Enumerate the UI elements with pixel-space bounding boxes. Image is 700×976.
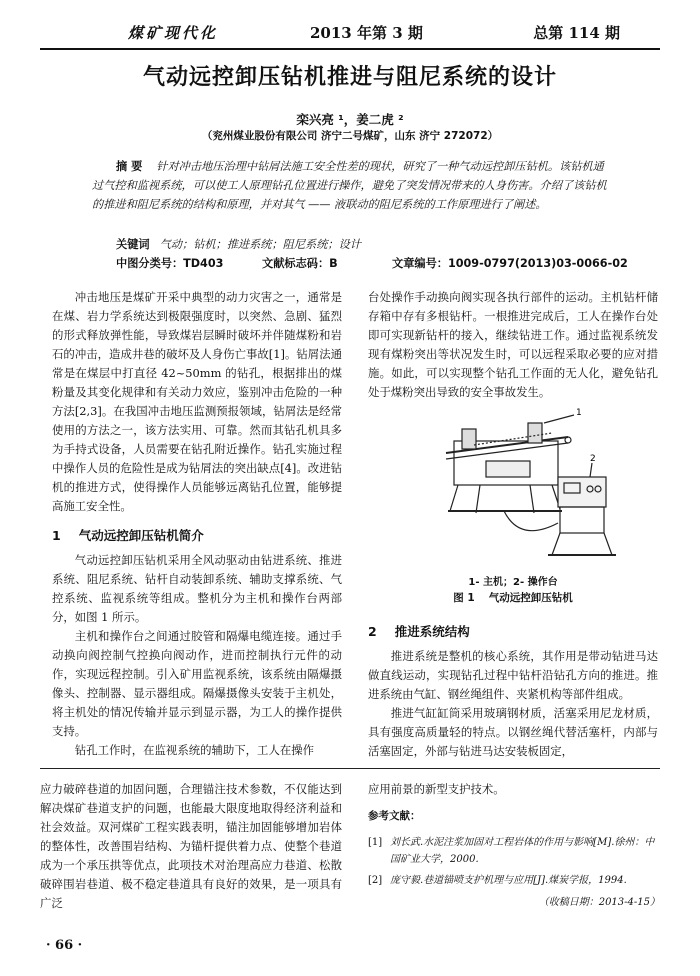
right-column — [368, 288, 658, 402]
received-date: （收稿日期：2013-4-15） — [538, 897, 660, 908]
section-1-paragraph-2: 主机和操作台之间通过胶管和隔爆电缆连接。通过手动换向阀控制气控换向阀动作，进而控制执行元件的动作，实现远程控制。引入矿用监视系统，该系统由隔爆摄像头、控制器、显示器组成。隔爆摄像头安装于主机处，将主机处的情况传输并显示到显示器，为工人的操作提供支持。 — [52, 629, 342, 738]
reference-text: 刘长武.水泥注浆加固对工程岩体的作用与影响[M].徐州：中国矿业大学，2000. — [390, 837, 655, 865]
section-2-paragraph-1: 推进系统是整机的核心系统，其作用是带动钻进马达做直线运动，实现钻孔过程中钻杆沿钻孔方向的推进。推进系统由气缸、钢丝绳组件、夹紧机构等部件组成。 — [368, 649, 658, 701]
journal-name: 煤矿现代化 — [128, 24, 219, 42]
keywords-label: 关键词 — [116, 238, 150, 251]
intro-paragraph: 冲击地压是煤矿开采中典型的动力灾害之一，通常是在煤、岩力学系统达到极限强度时，以突然、急剧、猛烈的形式释放弹性能，导致煤岩层瞬时破坏并伴随煤粉和岩石的冲击，造成井巷的破坏及人身伤亡事故[1]。钻屑法通常是在煤层中打直径 42~50mm 的钻孔，根据排出的煤粉量及其变化规律和有关动力效应，鉴别冲击危险的一种方法[2,3]。在我国冲击地压监测预报领域，钻屑法是经常使用的方法之一，该方法实用、可靠。然而其钻孔机具多为手持式设备，人员需要在钻孔附近操作。钻孔实施过程中操作人员的危险性是成为钻屑法的突出缺点[4]。改进钻机的推进方式，使得操作人员能够远离钻孔位置，能够提高施工安全性。 — [52, 290, 342, 513]
article-divider — [40, 768, 660, 769]
abstract-text: 针对冲击地压治理中钻屑法施工安全性差的现状，研究了一种气动远控卸压钻机。该钻机通过气控和监视系统，可以使工人原理钻孔位置进行操作，避免了突发情况带来的人身伤害。介绍了该钻机的推进和阻尼系统的结构和原理，并对其气 —— 液联动的阻尼系统的工作原理进行了阐述。 — [92, 160, 607, 211]
section-1-number: 1 — [52, 528, 61, 543]
figure-number: 图 1 — [453, 592, 475, 604]
figure-label-1: 1 — [576, 408, 582, 418]
references-heading: 参考文献： — [368, 810, 421, 822]
left-column — [52, 288, 342, 760]
total-issue: 总第 114 期 — [533, 24, 620, 42]
right-paragraph-1: 台处操作手动换向阀实现各执行部件的运动。主机钻杆储存箱中存有多根钻杆。一根推进完成后，工人在操作台处即可实现新钻杆的接入，继续钻进工作。通过监视系统发现有煤粉突出等状况发生时，可以远程采取必要的应对措施。如此，可以实现整个钻孔工作面的无人化，避免钻孔处于煤粉突出导致的安全事故发生。 — [368, 290, 658, 399]
section-1-title: 气动远控卸压钻机简介 — [78, 528, 204, 543]
clc-number: 中图分类号：TD403 — [116, 257, 224, 270]
section-2-number: 2 — [368, 624, 377, 639]
keywords-text: 气动；钻机；推进系统；阻尼系统；设计 — [159, 238, 361, 251]
previous-article-continuation: 应力破碎巷道的加固问题，合理锚注技术参数，不仅能达到解决煤矿巷道支护的问题，也能最大限度地取得经济利益和社会效益。双河煤矿工程实践表明，锚注加固能够增加岩体的整体性，改善围岩结构、为锚杆提供着力点、使整个巷道成为一个承压拱等优点，此项技术对治理高应力巷道、松散破碎围岩巷道、极不稳定巷道具有良好的效果，是一项具有广泛 — [40, 782, 342, 910]
reference-item — [368, 872, 660, 889]
section-2-paragraph-2: 推进气缸缸筒采用玻璃钢材质，活塞采用尼龙材质，具有强度高质量轻的特点。以钢丝绳代替活塞杆，内部与活塞固定，外部与钻进马达安装板固定， — [368, 706, 658, 758]
section-1-paragraph-1: 气动远控卸压钻机采用全风动驱动由钻进系统、推进系统、阻尼系统、钻杆自动装卸系统、辅助支撑系统、气控系统、监视系统等组成。整机分为主机和操作台两部分，如图 1 所示。 — [52, 553, 342, 624]
reference-number: [1] — [368, 837, 383, 848]
header-rule — [40, 48, 660, 50]
reference-item — [368, 834, 660, 868]
document-code: 文献标志码：B — [262, 257, 338, 270]
affiliation: （兖州煤业股份有限公司 济宁二号煤矿，山东 济宁 272072） — [201, 130, 499, 142]
section-2-heading — [368, 622, 658, 641]
running-header — [40, 20, 660, 44]
authors: 栾兴亮 ¹，姜二虎 ² — [296, 112, 404, 127]
issue-info: 2013 年第 3 期 — [310, 24, 423, 42]
abstract — [92, 157, 612, 214]
reference-text: 庞守毅.巷道锚喷支护机理与应用[J].煤炭学报，1994. — [390, 875, 627, 886]
figure-caption — [368, 590, 658, 605]
section-2-title: 推进系统结构 — [394, 624, 470, 639]
reference-number: [2] — [368, 875, 383, 886]
abstract-label: 摘 要 — [116, 160, 143, 173]
page-number: · 66 · — [46, 938, 83, 953]
article-title: 气动远控卸压钻机推进与阻尼系统的设计 — [142, 65, 557, 90]
figure-legend: 1- 主机；2- 操作台 — [468, 577, 558, 588]
figure-label-2: 2 — [590, 454, 596, 464]
continuation-text: 应用前景的新型支护技术。 — [368, 782, 505, 796]
drilling-rig-figure — [440, 393, 620, 568]
right-column-lower — [368, 612, 658, 761]
keywords — [92, 236, 612, 252]
section-1-paragraph-3: 钻孔工作时，在监视系统的辅助下，工人在操作 — [74, 743, 315, 757]
figure-title: 气动远控卸压钻机 — [488, 592, 573, 604]
previous-article-end — [368, 780, 660, 912]
article-number: 文章编号：1009-0797(2013)03-0066-02 — [392, 257, 628, 270]
section-1-heading — [52, 526, 342, 545]
